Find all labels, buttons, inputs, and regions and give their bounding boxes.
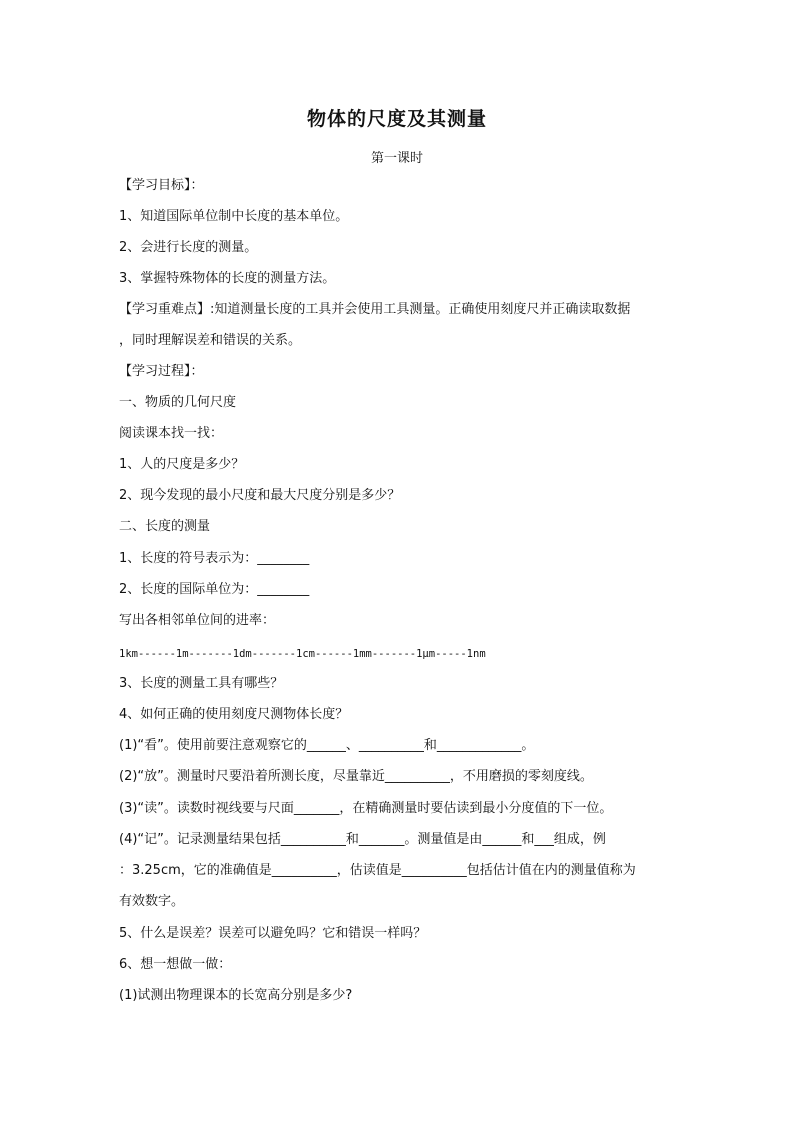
- text-line: 有效数字。: [119, 894, 185, 909]
- text-line: 1、知道国际单位制中长度的基本单位。: [119, 209, 349, 224]
- section-heading-key-points: 【学习重难点】:知道测量长度的工具并会使用工具测量。正确使用刻度尺并正确读取数据: [119, 302, 631, 317]
- text-line: (3)“读”。读数时视线要与尺面_______，在精确测量时要估读到最小分度值的下一位。: [119, 801, 613, 816]
- text-line: 5、什么是误差？误差可以避免吗？它和错误一样吗？: [119, 926, 427, 941]
- text-line: 4、如何正确的使用刻度尺测物体长度？: [119, 707, 349, 722]
- section-heading-process: 【学习过程】：: [119, 364, 204, 379]
- unit-conversion-line: 1km------1m-------1dm-------1cm------1mm-------1μm-----1nm: [119, 648, 486, 660]
- text-line: ：3.25cm，它的准确值是__________，估读值是__________包括估计值在内的测量值称为: [119, 863, 636, 878]
- text-line: 阅读课本找一找：: [119, 426, 224, 441]
- text-line: 1、人的尺度是多少？: [119, 457, 245, 472]
- text-line: 写出各相邻单位间的进率：: [119, 613, 276, 628]
- text-line: ，同时理解误差和错误的关系。: [119, 333, 302, 348]
- text-line: 2、长度的国际单位为：________: [119, 582, 310, 597]
- page-subtitle: 第一课时: [370, 151, 423, 166]
- text-line: 一、物质的几何尺度: [119, 395, 237, 410]
- text-line: (2)“放”。测量时尺要沿着所测长度，尽量靠近__________，不用磨损的零刻度线。: [119, 769, 593, 784]
- text-line: 二、长度的测量: [119, 519, 211, 534]
- text-line: (4)“记”。记录测量结果包括__________和_______。测量值是由______和___组成，例: [119, 832, 606, 847]
- text-line: 3、掌握特殊物体的长度的测量方法。: [119, 271, 336, 286]
- text-line: 3、长度的测量工具有哪些？: [119, 676, 284, 691]
- text-line: 1、长度的符号表示为：________: [119, 551, 310, 566]
- section-heading-objectives: 【学习目标】：: [119, 178, 204, 193]
- text-line: 6、想一想做一做：: [119, 957, 232, 972]
- text-line: 2、现今发现的最小尺度和最大尺度分别是多少？: [119, 488, 401, 503]
- text-line: 2、会进行长度的测量。: [119, 240, 258, 255]
- text-line: (1)试测出物理课本的长宽高分别是多少?: [119, 988, 353, 1003]
- text-line: (1)“看”。使用前要注意观察它的______、__________和_____________。: [119, 738, 535, 753]
- page-title: 物体的尺度及其测量: [306, 108, 487, 130]
